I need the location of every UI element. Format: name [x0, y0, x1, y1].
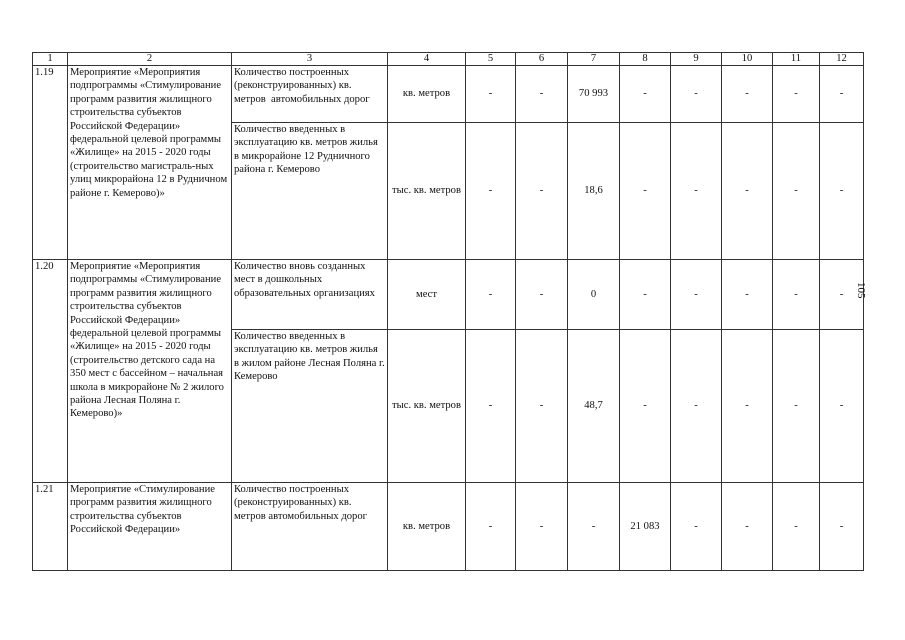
value-cell: -: [820, 123, 864, 260]
value-cell: 70 993: [568, 66, 620, 123]
header-cell: 6: [516, 53, 568, 66]
row-number: 1.21: [33, 483, 68, 571]
header-cell: 5: [466, 53, 516, 66]
event-name: Мероприятие «Стимулирование программ развития жилищного строительства субъектов Российской Федерации»: [68, 483, 232, 571]
value-cell: -: [773, 483, 820, 571]
value-cell: 48,7: [568, 330, 620, 483]
indicator-unit: кв. метров: [388, 483, 466, 571]
header-cell: 1: [33, 53, 68, 66]
value-cell: -: [722, 260, 773, 330]
indicator-unit: тыс. кв. метров: [388, 123, 466, 260]
event-name: Мероприятие «Мероприятия подпрограммы «Стимулирование программ развития жилищного строительства субъектов Российской Федерации» федеральной целевой программы «Жилище» на 2015 - 2020 годы (строительство магистраль-ных улиц микрорайона 12 в Рудничном районе г. Кемерово)»: [68, 66, 232, 260]
row-number: 1.19: [33, 66, 68, 260]
value-cell: -: [773, 66, 820, 123]
value-cell: -: [466, 330, 516, 483]
value-cell: -: [820, 66, 864, 123]
value-cell: -: [671, 66, 722, 123]
indicator-name: Количество введенных в эксплуатацию кв. метров жилья в жилом районе Лесная Поляна г. Кемерово: [232, 330, 388, 483]
value-cell: -: [671, 123, 722, 260]
value-cell: -: [671, 483, 722, 571]
event-name: Мероприятие «Мероприятия подпрограммы «Стимулирование программ развития жилищного строительства субъектов Российской Федерации» федеральной целевой программы «Жилище» на 2015 - 2020 годы (строительство детского сада на 350 мест с бассейном – начальная школа в микрорайоне № 2 жилого района Лесная Поляна г. Кемерово)»: [68, 260, 232, 483]
table-row: [33, 66, 864, 123]
header-cell: 10: [722, 53, 773, 66]
value-cell: -: [620, 66, 671, 123]
value-cell: -: [620, 123, 671, 260]
value-cell: -: [820, 483, 864, 571]
header-cell: 7: [568, 53, 620, 66]
value-cell: -: [516, 260, 568, 330]
value-cell: 18,6: [568, 123, 620, 260]
value-cell: -: [516, 123, 568, 260]
value-cell: -: [466, 260, 516, 330]
value-cell: -: [773, 123, 820, 260]
header-cell: 4: [388, 53, 466, 66]
row-number: 1.20: [33, 260, 68, 483]
header-cell: 3: [232, 53, 388, 66]
value-cell: -: [722, 483, 773, 571]
value-cell: -: [466, 66, 516, 123]
header-row: [33, 53, 864, 66]
value-cell: -: [820, 330, 864, 483]
value-cell: -: [671, 330, 722, 483]
header-cell: 12: [820, 53, 864, 66]
value-cell: 21 083: [620, 483, 671, 571]
page-number: 105: [855, 282, 867, 299]
indicator-unit: тыс. кв. метров: [388, 330, 466, 483]
value-cell: -: [466, 483, 516, 571]
value-cell: -: [568, 483, 620, 571]
value-cell: -: [671, 260, 722, 330]
indicator-unit: мест: [388, 260, 466, 330]
value-cell: 0: [568, 260, 620, 330]
header-cell: 2: [68, 53, 232, 66]
value-cell: -: [820, 260, 864, 330]
value-cell: -: [722, 123, 773, 260]
value-cell: -: [773, 260, 820, 330]
header-cell: 9: [671, 53, 722, 66]
table-row: [33, 260, 864, 330]
table-row: [33, 483, 864, 571]
indicator-unit: кв. метров: [388, 66, 466, 123]
value-cell: -: [773, 330, 820, 483]
indicator-name: Количество построенных (реконструированных) кв. метров автомобильных дорог: [232, 66, 388, 123]
value-cell: -: [722, 66, 773, 123]
header-cell: 8: [620, 53, 671, 66]
indicator-name: Количество введенных в эксплуатацию кв. метров жилья в микрорайоне 12 Рудничного района г. Кемерово: [232, 123, 388, 260]
value-cell: -: [466, 123, 516, 260]
value-cell: -: [516, 330, 568, 483]
header-cell: 11: [773, 53, 820, 66]
value-cell: -: [620, 330, 671, 483]
value-cell: -: [516, 483, 568, 571]
indicator-name: Количество построенных (реконструированных) кв. метров автомобильных дорог: [232, 483, 388, 571]
indicator-name: Количество вновь созданных мест в дошкольных образовательных организациях: [232, 260, 388, 330]
value-cell: -: [722, 330, 773, 483]
value-cell: -: [516, 66, 568, 123]
value-cell: -: [620, 260, 671, 330]
indicators-table: [32, 52, 864, 571]
